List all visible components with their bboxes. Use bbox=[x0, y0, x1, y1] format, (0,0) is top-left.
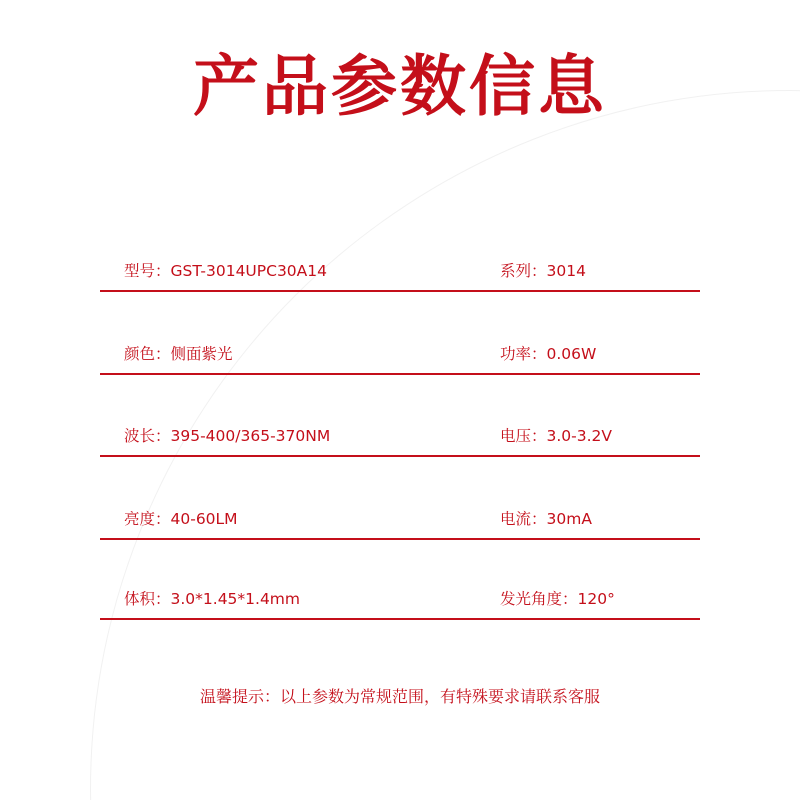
spec-row-model bbox=[100, 260, 700, 292]
spec-brightness: 亮度：40-60LM bbox=[124, 510, 238, 528]
spec-angle: 发光角度：120° bbox=[500, 590, 615, 608]
spec-wavelength: 波长：395-400/365-370NM bbox=[124, 427, 331, 445]
spec-voltage: 电压：3.0-3.2V bbox=[500, 427, 612, 445]
spec-power: 功率：0.06W bbox=[500, 345, 597, 363]
spec-current: 电流：30mA bbox=[500, 510, 592, 528]
spec-row-wavelength bbox=[100, 425, 700, 457]
spec-size: 体积：3.0*1.45*1.4mm bbox=[124, 590, 301, 608]
spec-color: 颜色：侧面紫光 bbox=[124, 345, 233, 363]
spec-row-color bbox=[100, 343, 700, 375]
spec-row-brightness bbox=[100, 508, 700, 540]
spec-series: 系列：3014 bbox=[500, 262, 586, 280]
spec-row-size bbox=[100, 588, 700, 620]
page-title: 产品参数信息 bbox=[193, 48, 607, 125]
spec-model: 型号：GST-3014UPC30A14 bbox=[124, 262, 327, 280]
footer-note: 温馨提示：以上参数为常规范围，有特殊要求请联系客服 bbox=[199, 687, 600, 706]
